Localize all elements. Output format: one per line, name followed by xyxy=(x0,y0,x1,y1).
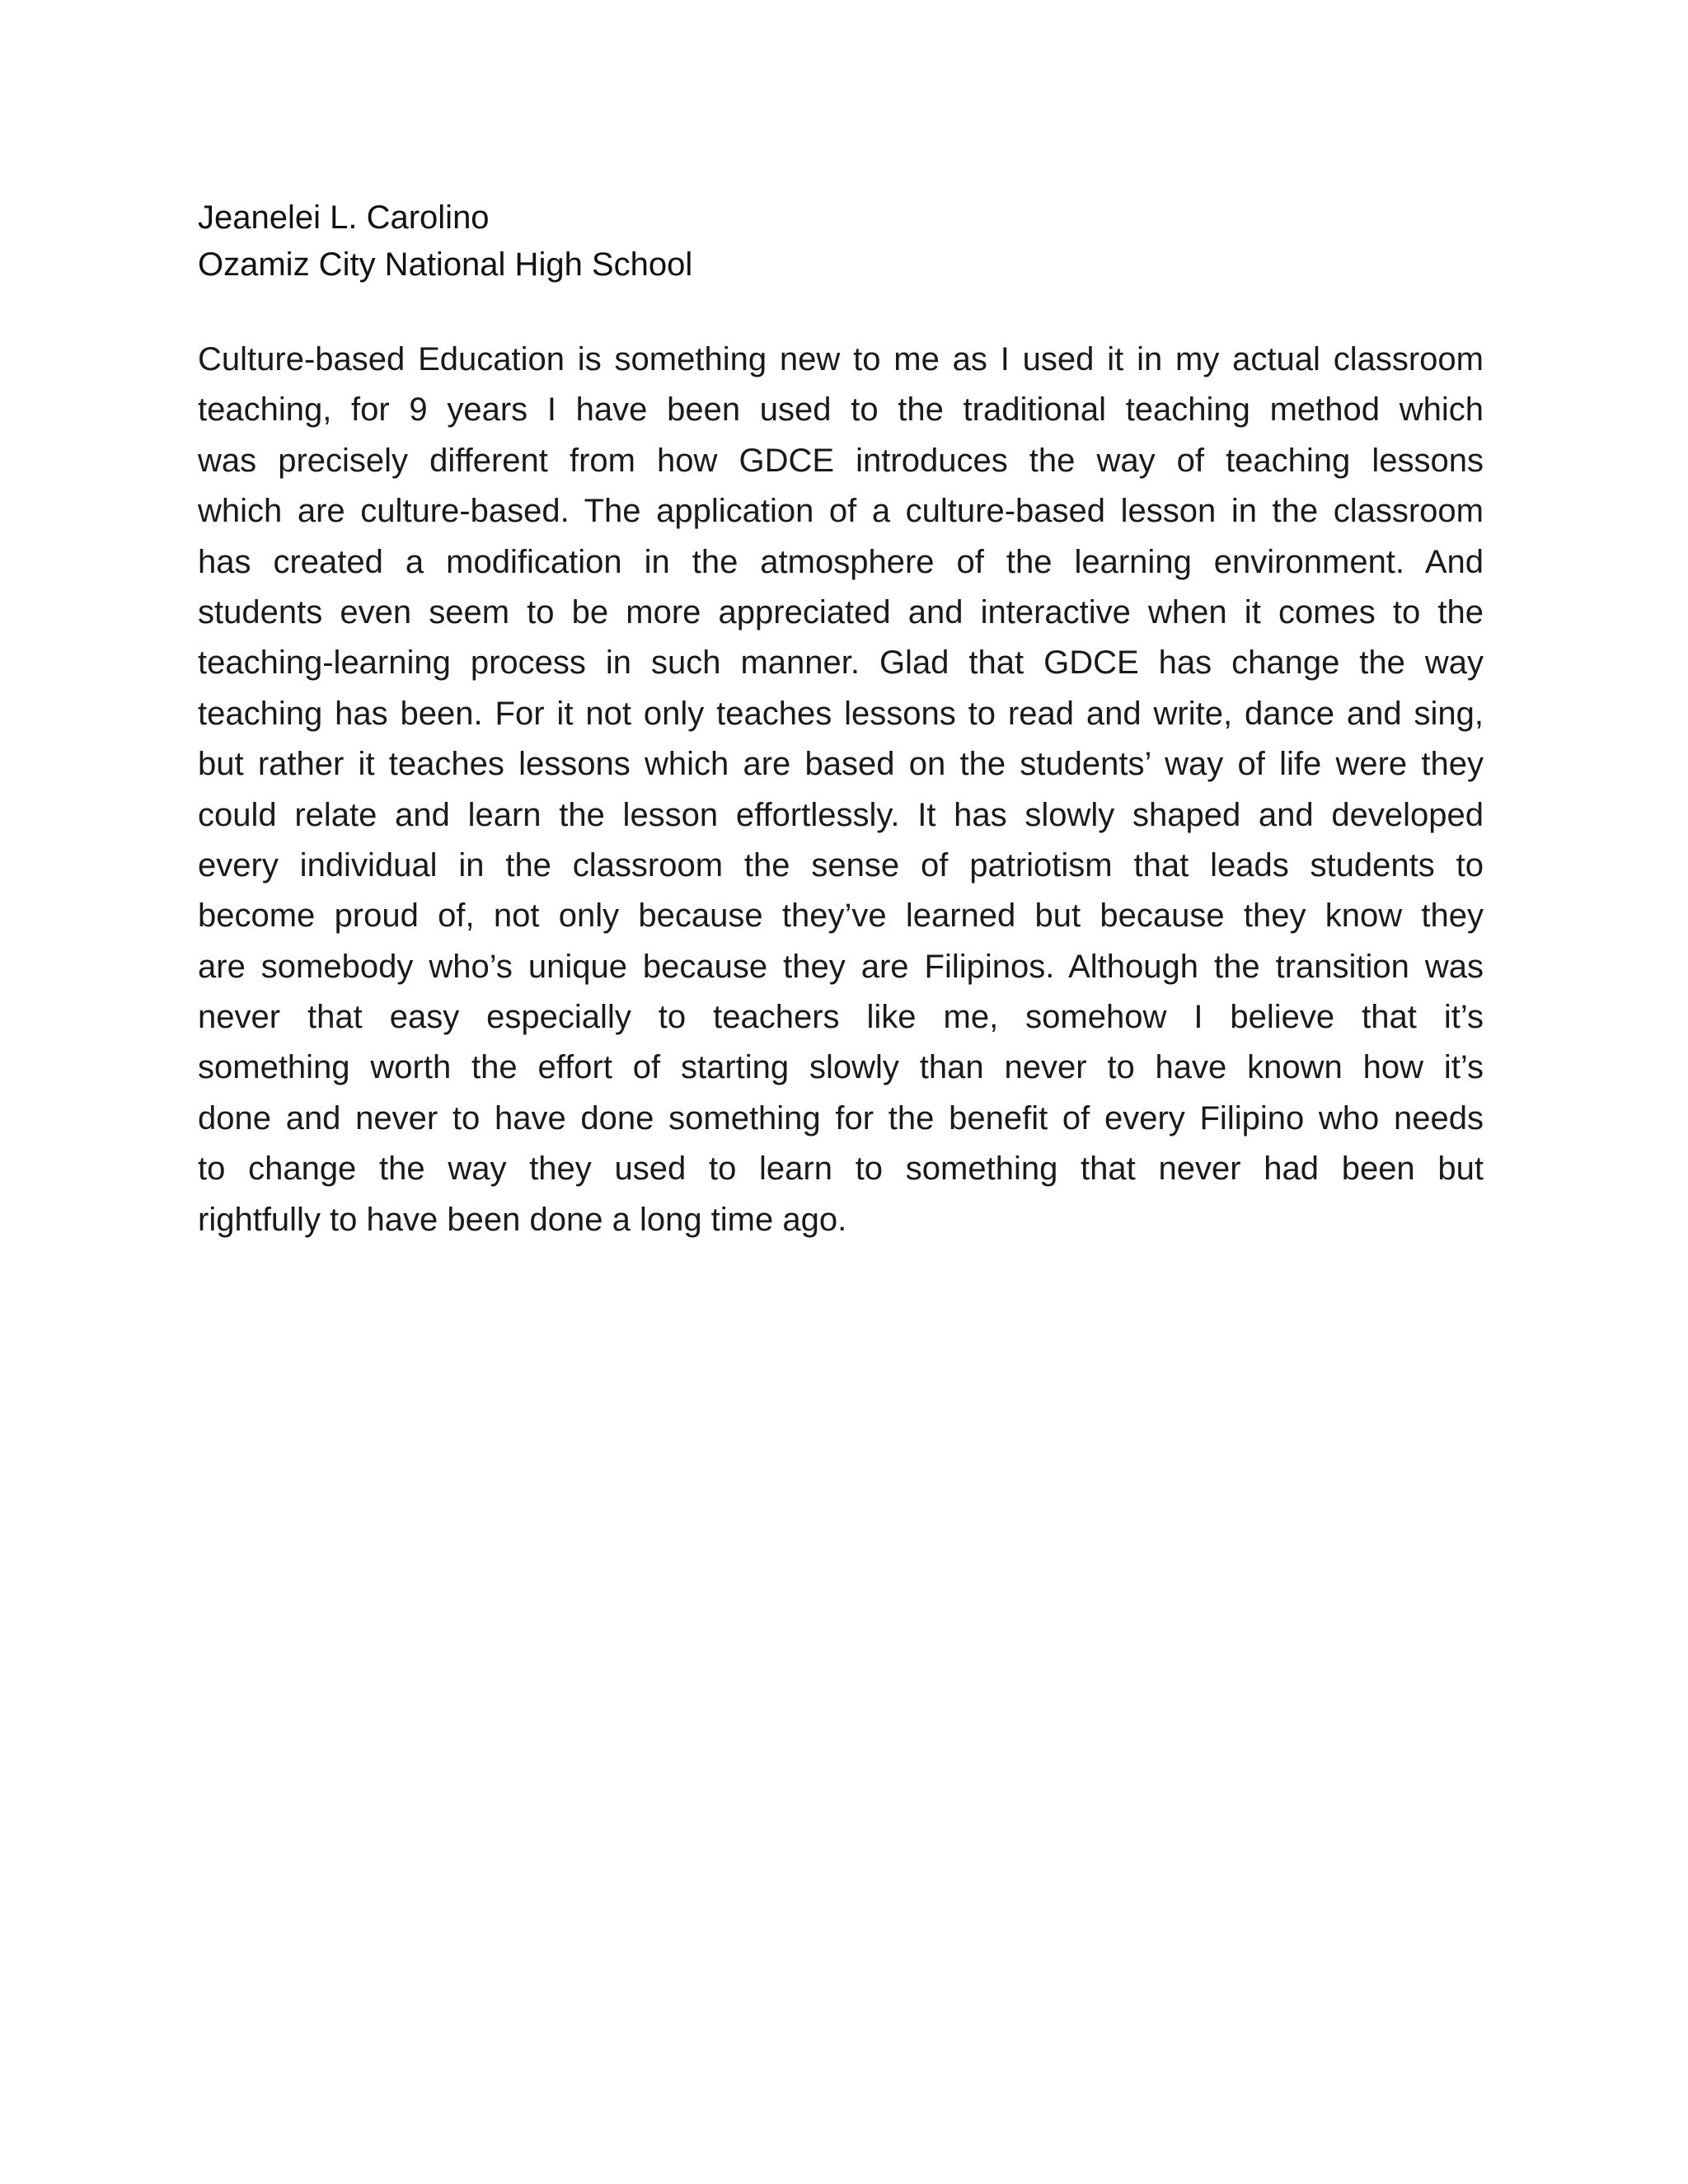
paragraph-line: teaching, for 9 years I have been used to the traditional teaching method which xyxy=(198,391,1484,429)
paragraph-line: but rather it teaches lessons which are based on the students’ way of life were they xyxy=(198,746,1484,783)
paragraph-line: become proud of, not only because they’ve learned but because they know they xyxy=(198,898,1484,935)
paragraph-line: teaching has been. For it not only teaches lessons to read and write, dance and sing, xyxy=(198,695,1484,732)
paragraph-line: are somebody who’s unique because they are Filipinos. Although the transition was xyxy=(198,948,1484,985)
paragraph-line: teaching-learning process in such manner. Glad that GDCE has change the way xyxy=(198,644,1484,682)
paragraph-line: done and never to have done something for the benefit of every Filipino who needs xyxy=(198,1099,1484,1137)
paragraph-line: never that easy especially to teachers like me, somehow I believe that it’s xyxy=(198,999,1484,1036)
paragraph-line: something worth the effort of starting slowly than never to have known how it’s xyxy=(198,1049,1484,1086)
paragraph-line: which are culture-based. The application of a culture-based lesson in the classroom xyxy=(198,493,1484,530)
paragraph-line: every individual in the classroom the sense of patriotism that leads students to xyxy=(198,846,1484,883)
paragraph-line: could relate and learn the lesson effortlessly. It has slowly shaped and developed xyxy=(198,796,1484,833)
paragraph-line: to change the way they used to learn to something that never had been but xyxy=(198,1151,1484,1188)
reflection-paragraph xyxy=(198,335,1484,1245)
school-name: Ozamiz City National High School xyxy=(198,246,693,283)
paragraph-line: has created a modification in the atmosphere of the learning environment. And xyxy=(198,543,1484,580)
paragraph-last-line: rightfully to have been done a long time ago. xyxy=(198,1201,847,1238)
author-header xyxy=(198,194,1484,288)
paragraph-line: was precisely different from how GDCE introduces the way of teaching lessons xyxy=(198,442,1484,479)
author-name: Jeanelei L. Carolino xyxy=(198,199,490,236)
paragraph-line: Culture-based Education is something new to me as I used it in my actual classroom xyxy=(198,341,1484,377)
paragraph-line: students even seem to be more appreciated and interactive when it comes to the xyxy=(198,593,1484,630)
